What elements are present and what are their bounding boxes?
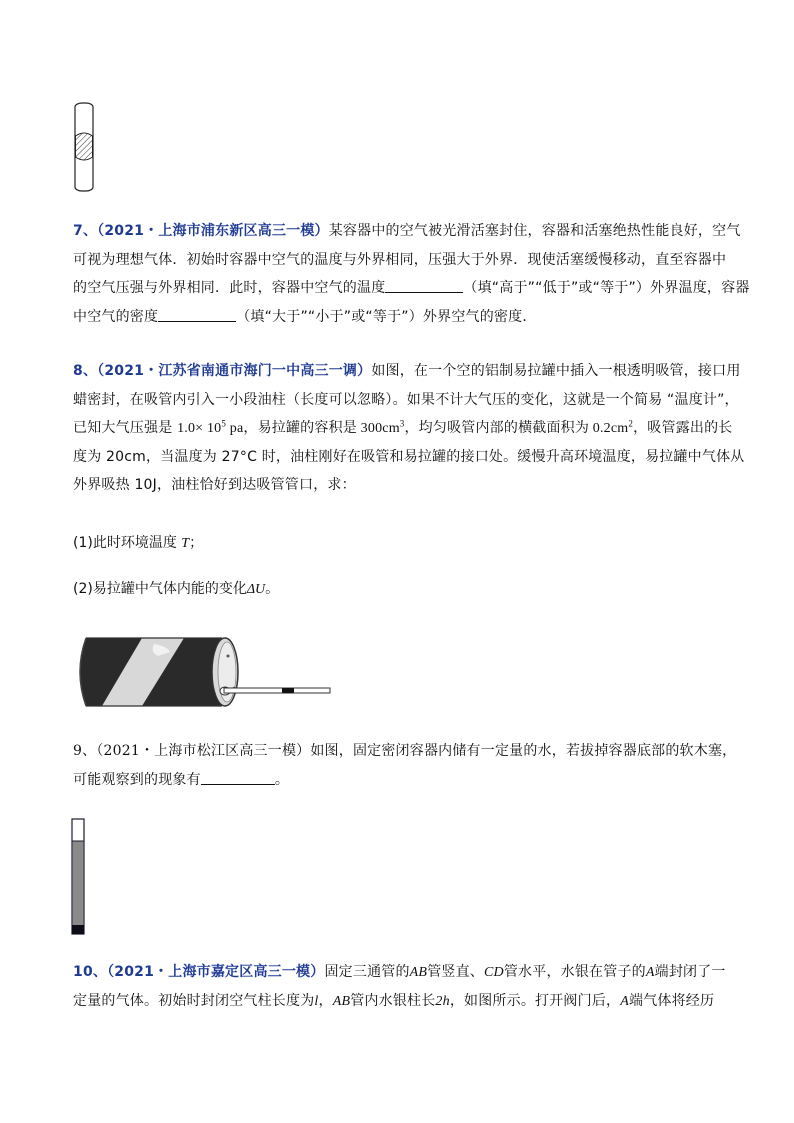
question-number: 8、	[73, 363, 98, 379]
soda-can-figure	[72, 630, 332, 710]
question-7	[73, 217, 750, 331]
question-text: 端气体将经历	[629, 992, 715, 1009]
sub-question-1	[73, 533, 203, 554]
question-text: 已知大气压强是	[73, 420, 178, 436]
question-text: 可视为理想气体．初始时容器中空气的温度与外界相同，压强大于外界．现使活塞缓慢移动，直至容器中	[73, 251, 727, 268]
question-9	[73, 737, 737, 794]
sub-question-text: (2)易拉罐中气体内能的变化	[73, 581, 247, 597]
question-text: 固定三通管的	[324, 964, 410, 980]
question-text: ，吸管露出的长	[633, 420, 733, 436]
variable-A: A	[645, 965, 655, 980]
question-text: 定量的气体。初始时封闭空气柱长度为	[73, 992, 315, 1009]
question-text: 如图，固定密闭容器内储有一定量的水，若拔掉容器底部的软木塞，	[310, 743, 737, 759]
question-text: 的空气压强与外界相同．此时，容器中空气的温度	[73, 280, 386, 296]
exponent: 3	[399, 418, 405, 429]
pressure-value: 1.0× 10	[177, 421, 222, 436]
variable-CD: CD	[484, 965, 504, 980]
question-source: （2021・上海市浦东新区高三一模）	[97, 223, 329, 239]
question-text: （填“高于”“低于”或“等于”）外界温度，容器	[463, 280, 750, 296]
variable-T: T	[181, 536, 190, 551]
exponent: 5	[221, 418, 227, 429]
volume-value: pa，易拉罐的容积是 300cm	[226, 421, 400, 436]
question-text: 可能观察到的现象有	[73, 771, 201, 788]
punctuation: 。	[274, 771, 290, 788]
question-text: 端封闭了一	[654, 964, 726, 980]
variable-delta-u: ΔU	[246, 582, 266, 597]
punctuation: 。	[265, 581, 280, 597]
sub-question-2	[73, 579, 279, 600]
variable-AB: AB	[332, 993, 351, 1009]
question-source: （2021・江苏省南通市海门一中高三一调）	[97, 363, 372, 379]
question-source: （2021・上海市嘉定区高三一模）	[107, 964, 325, 980]
question-text: 管竖直、	[427, 964, 484, 980]
question-number: 9、	[73, 743, 97, 759]
variable-AB: AB	[409, 965, 428, 980]
sealed-container-figure	[71, 818, 87, 936]
glass-tube-figure	[70, 100, 100, 195]
question-text: 如图，在一个空的铝制易拉罐中插入一根透明吸管，接口用	[371, 363, 741, 379]
variable-A: A	[620, 993, 629, 1009]
punctuation: ；	[189, 535, 204, 551]
question-10	[73, 958, 728, 1015]
answer-blank-temperature[interactable]	[385, 277, 463, 293]
question-text: 中空气的密度	[73, 308, 159, 325]
punctuation: ，	[318, 992, 333, 1009]
question-text: 某容器中的空气被光滑活塞封住，容器和活塞绝热性能良好，空气	[328, 223, 741, 239]
answer-blank-density[interactable]	[158, 306, 236, 322]
question-text: 管水平，水银在管子的	[503, 964, 646, 980]
cork	[72, 925, 84, 934]
question-text: 外界吸热 10J，油柱恰好到达吸管管口，求：	[73, 477, 356, 493]
question-source: （2021・上海市松江区高三一模）	[96, 743, 311, 759]
question-text: （填“大于”“小于”或“等于”）外界空气的密度．	[236, 308, 537, 325]
variable-2h: 2h	[435, 993, 450, 1009]
answer-blank-phenomenon[interactable]	[201, 769, 275, 785]
question-number: 7、	[73, 223, 98, 239]
area-value: ，均匀吸管内部的横截面积为 0.2cm	[404, 421, 629, 436]
exponent: 2	[628, 418, 634, 429]
question-8	[73, 357, 745, 500]
question-number: 10、	[73, 964, 108, 980]
question-text: 管内水银柱长	[350, 992, 436, 1009]
sub-question-text: (1)此时环境温度	[73, 535, 182, 551]
question-text: ，如图所示。打开阀门后，	[449, 992, 621, 1009]
question-text: 蜡密封，在吸管内引入一小段油柱（长度可以忽略）。如果不计大气压的变化，这就是一个简易 “温度计”，	[73, 391, 739, 408]
variable-l: l	[314, 993, 319, 1009]
question-text: 度为 20cm，当温度为 27°C 时，油柱刚好在吸管和易拉罐的接口处。缓慢升高环境温度，易拉罐中气体从	[73, 448, 745, 465]
